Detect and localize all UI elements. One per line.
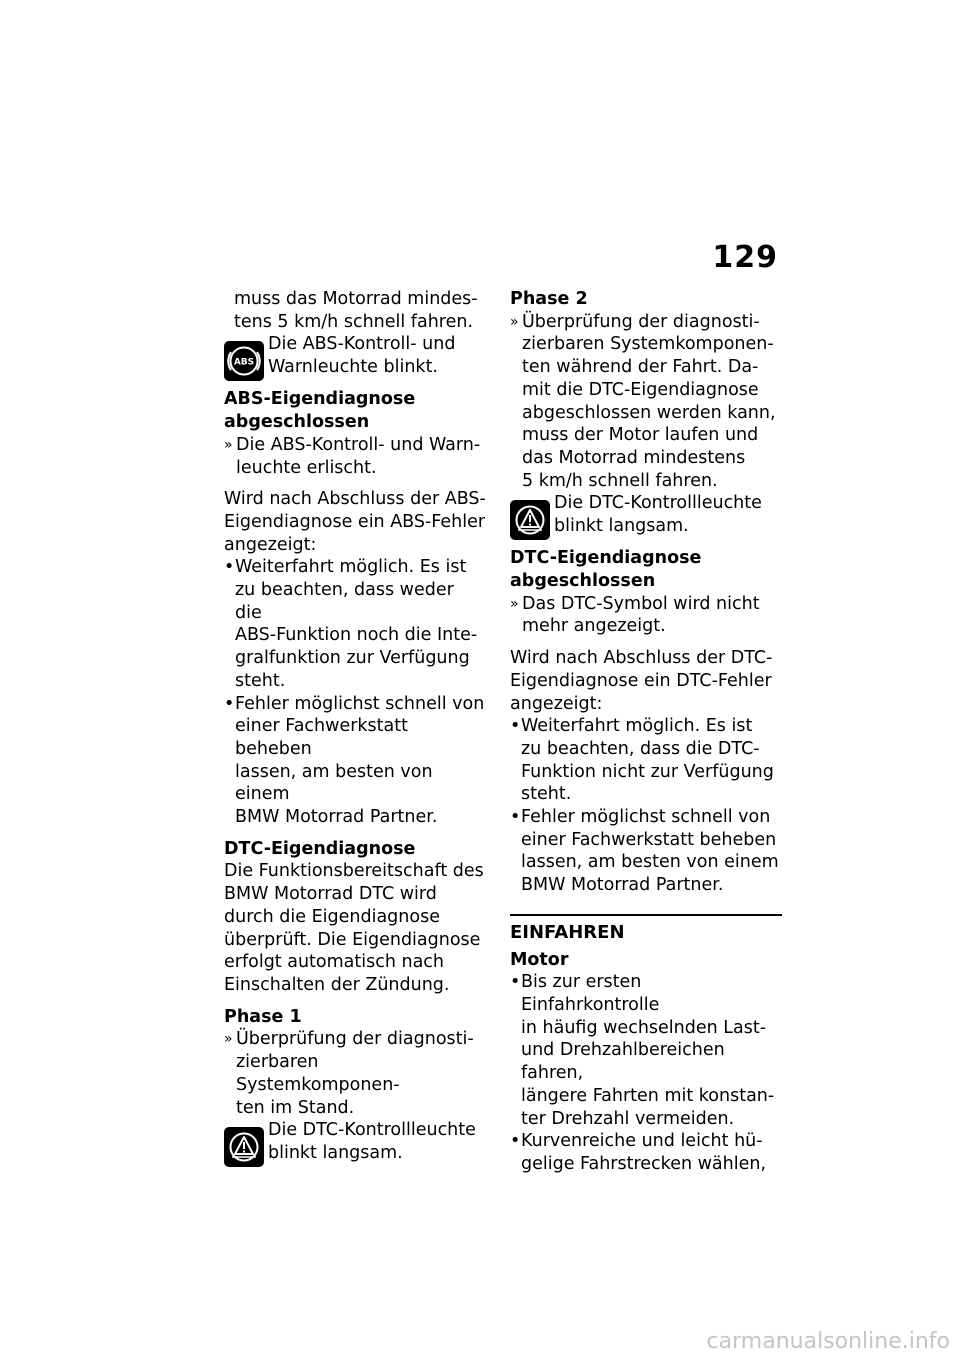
left-column — [224, 288, 486, 1174]
continued-text: muss das Motorrad mindes- tens 5 km/h schnell fahren. — [234, 289, 478, 332]
dtc-error-intro: Wird nach Abschluss der DTC- Eigendiagnose ein DTC-Fehler angezeigt: — [510, 648, 773, 714]
phase1-warning-row: Die DTC-Kontrollleuchte blinkt langsam. — [224, 1119, 486, 1165]
abs-done-result: » Die ABS-Kontroll- und Warn- leuchte erlischt. — [224, 434, 481, 478]
motor-list — [510, 971, 782, 1175]
dtc-error-list — [510, 715, 782, 897]
page-number: 129 — [712, 240, 778, 275]
dtc-done-title: DTC-Eigendiagnose abgeschlossen — [510, 548, 702, 592]
abs-done-title: ABS-Eigendiagnose abgeschlossen — [224, 389, 416, 433]
right-column — [510, 288, 782, 1176]
phase2-warning-row: Die DTC-Kontrollleuchte blinkt langsam. — [510, 492, 782, 538]
phase2-title: Phase 2 — [510, 289, 588, 309]
abs-error-list — [224, 556, 486, 828]
motor-title: Motor — [510, 949, 569, 970]
list-item: • Weiterfahrt möglich. Es ist zu beachten, dass die DTC- Funktion nicht zur Verfügung steht. — [510, 716, 774, 805]
abs-error-intro: Wird nach Abschluss der ABS- Eigendiagnose ein ABS-Fehler angezeigt: — [224, 489, 486, 555]
phase1-result: » Überprüfung der diagnosti- zierbaren Systemkomponen- ten im Stand. — [224, 1029, 474, 1118]
abs-warning-row: ABS Die ABS-Kontroll- und Warnleuchte blinkt. — [224, 333, 486, 379]
section-divider — [510, 914, 782, 916]
dtc-warning-icon — [224, 1127, 264, 1167]
dtc-title: DTC-Eigendiagnose — [224, 838, 416, 859]
list-item: • Weiterfahrt möglich. Es ist zu beachten, dass weder die ABS-Funktion noch die Inte- gralfunktion zur Verfügung steht. — [224, 557, 478, 691]
abs-icon-label: ABS — [233, 357, 255, 368]
list-item: • Bis zur ersten Einfahrkontrolle in häufig wechselnden Last- und Drehzahlbereichen fahren, längere Fahrten mit konstan- ter Drehzahl vermeiden. — [510, 972, 775, 1129]
section-title: EINFAHREN — [510, 921, 625, 943]
list-item: • Fehler möglichst schnell von einer Fachwerkstatt beheben lassen, am besten von einem BMW Motorrad Partner. — [224, 693, 485, 828]
list-item: • Kurvenreiche und leicht hü- gelige Fahrstrecken wählen, — [510, 1131, 767, 1174]
list-item: • Fehler möglichst schnell von einer Fachwerkstatt beheben lassen, am besten von einem BMW Motorrad Partner. — [510, 807, 779, 896]
abs-warning-icon — [224, 341, 264, 381]
dtc-done-result: » Das DTC-Symbol wird nicht mehr angezeigt. — [510, 593, 760, 637]
dtc-description: Die Funktionsbereitschaft des BMW Motorrad DTC wird durch die Eigendiagnose überprüft. Die Eigendiagnose erfolgt automatisch nach Einschalten der Zündung. — [224, 861, 484, 995]
watermark[interactable]: carmanualsonline.info — [706, 1329, 950, 1354]
phase2-result: » Überprüfung der diagnosti- zierbaren Systemkomponen- ten während der Fahrt. Da- mit die DTC-Eigendiagnose abgeschlossen werden kann, muss der Motor laufen und das Motorrad mindestens 5 km/h schnell fahren. — [510, 311, 776, 491]
phase1-title: Phase 1 — [224, 1006, 302, 1027]
dtc-warning-icon — [510, 500, 550, 540]
